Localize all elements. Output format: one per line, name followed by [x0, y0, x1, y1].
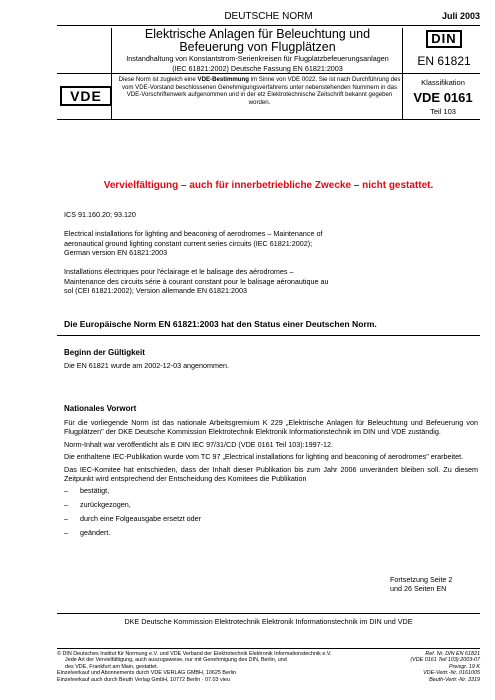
vde-note-bold: VDE-Bestimmung	[197, 76, 249, 83]
continuation-note	[390, 575, 452, 594]
foreword-paragraph: Das IEC-Komitee hat entschieden, dass der Inhalt dieser Publikation bis zum Jahr 2006 unverändert bleiben soll. Zu diesem Zeitpunkt wird entsprechend der Entscheidung des Komitees die Publikation	[64, 464, 478, 484]
list-item: – bestätigt,	[64, 486, 110, 496]
foreword-paragraph: Für die vorliegende Norm ist das nationale Arbeitsgremium K 229 „Elektrische Anlagen für Beleuchtung und Befeuerung von Flugplätzen" der DKE Deutsche Kommission Elektrotechnik Elektronik Informationstechnik im DIN und VDE zuständig.	[64, 418, 478, 437]
divider	[57, 335, 480, 336]
footer-reference: Ref. Nr. DIN EN 61821 (VDE 0161 Teil 103):2003-07 Preisgr. 19 K VDE-Vertr.-Nr. 0161005 Beuth-Vertr.-Nr. 3319	[410, 651, 480, 683]
vde-note-post: im Sinne von VDE 0022. Sie ist nach Durchführung des vom VDE-Vorstand beschlossenen Genehmigungsverfahrens unter nebenstehenden Nummern in das VDE-Vorschriftenwerk aufgenommen und in der etz Elektrotechnische Zeitschrift bekannt gegeben worden.	[121, 76, 401, 106]
continuation-line-1: Fortsetzung Seite 2	[390, 575, 453, 584]
divider	[57, 119, 480, 120]
divider	[57, 648, 480, 649]
list-item: – durch eine Folgeausgabe ersetzt oder	[64, 514, 202, 524]
en-number: EN 61821	[417, 54, 471, 68]
french-title: Installations électriques pour l'éclairage et le balisage des aérodromes – Maintenance des circuits série à courant constant pour le balisage aéronautique au sol (CEI 61821:2002); Version allemande EN 61821:2003	[64, 267, 329, 295]
norm-label: DEUTSCHE NORM	[224, 11, 313, 22]
subtitle-line-2: (IEC 61821:2002) Deutsche Fassung EN 61821:2003	[172, 63, 343, 73]
list-item: – geändert.	[64, 528, 111, 538]
classification-part: Teil 103	[430, 107, 456, 116]
continuation-line-2: und 26 Seiten EN	[390, 584, 447, 594]
title-line-2: Befeuerung von Flugplätzen	[179, 40, 336, 54]
classification-label: Klassifikation	[421, 78, 465, 87]
vde-note	[117, 76, 402, 106]
foreword-body	[64, 418, 478, 542]
footer-copyright: © DIN Deutsches Institut für Normung e.V. und VDE Verband der Elektrotechnik Elektronik Informationstechnik e.V. Jede Art der Vervielfältigung, auch auszugsweise, nur mit Genehmigung des DIN, Berlin, und des VDE, Frankfurt am Main, gestattet. Einzelverkauf und Abonnements durch VDE VERLAG GMBH, 10625 Berlin Einzelverkauf auch durch Beuth Verlag GmbH, 10772 Berlin · 07.03 vieu	[57, 651, 332, 683]
subtitle-line-1: Instandhaltung von Konstantstrom-Serienkreisen für Flugplatzbefeuerungsanlagen	[126, 54, 389, 63]
dke-line: DKE Deutsche Kommission Elektrotechnik Elektronik Informationstechnik im DIN und VDE	[124, 617, 413, 626]
top-header-bar	[57, 10, 480, 26]
title-line-1: Elektrische Anlagen für Beleuchtung und	[144, 27, 371, 41]
vde-logo: VDE	[60, 86, 112, 106]
foreword-heading: Nationales Vorwort	[64, 404, 137, 413]
list-item: – zurückgezogen,	[64, 500, 131, 510]
title-block	[115, 28, 400, 74]
divider	[57, 73, 480, 74]
classification-number: VDE 0161	[413, 90, 473, 105]
status-statement: Die Europäische Norm EN 61821:2003 hat den Status einer Deutschen Norm.	[64, 319, 377, 329]
english-title: Electrical installations for lighting and beaconing of aerodromes – Maintenance of aeronautical ground lighting constant current series circuits (IEC 61821:2002); German version EN 61821:2003	[64, 229, 323, 257]
din-box	[408, 28, 480, 72]
din-logo: DIN	[426, 30, 461, 48]
issue-date: Juli 2003	[441, 11, 480, 21]
validity-heading: Beginn der Gültigkeit	[64, 348, 145, 357]
divider	[57, 613, 480, 614]
copy-warning: Vervielfältigung – auch für innerbetriebliche Zwecke – nicht gestattet.	[103, 180, 434, 191]
validity-text: Die EN 61821 wurde am 2002-12-03 angenommen.	[64, 361, 230, 370]
foreword-paragraph: Norm-Inhalt war veröffentlicht als E DIN IEC 97/31/CD (VDE 0161 Teil 103):1997-12.	[64, 439, 333, 449]
classification-box	[406, 76, 480, 116]
ics-codes: ICS 91.160.20; 93.120	[64, 210, 136, 219]
vde-note-pre: Diese Norm ist zugleich eine	[118, 76, 198, 83]
foreword-paragraph: Die enthaltene IEC-Publikation wurde vom TC 97 „Electrical installations for lighting and beaconing of aerodromes" erarbeitet.	[64, 452, 464, 462]
